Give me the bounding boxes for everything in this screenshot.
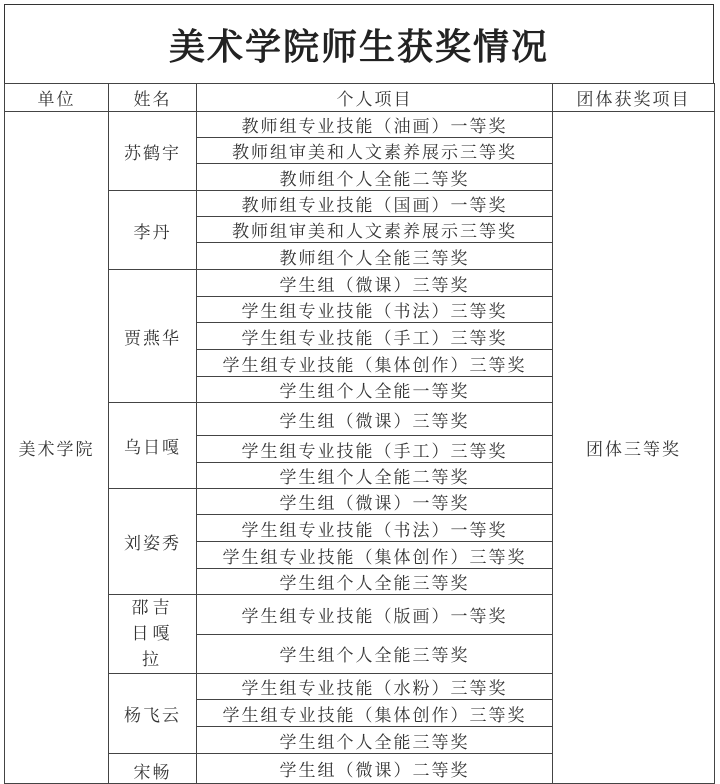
- award-cell: 学生组专业技能（集体创作）三等奖: [197, 700, 553, 727]
- award-cell: 学生组个人全能三等奖: [197, 634, 553, 674]
- award-cell: 学生组专业技能（水粉）三等奖: [197, 674, 553, 700]
- page-title: 美术学院师生获奖情况: [4, 4, 714, 84]
- award-cell: 学生组个人全能一等奖: [197, 377, 553, 403]
- award-cell: 教师组审美和人文素养展示三等奖: [197, 217, 553, 243]
- award-cell: 学生组专业技能（手工）三等奖: [197, 323, 553, 350]
- award-cell: 学生组个人全能二等奖: [197, 463, 553, 489]
- person-name: 李丹: [109, 191, 197, 270]
- award-cell: 学生组个人全能三等奖: [197, 569, 553, 595]
- table-row: [5, 112, 715, 138]
- award-cell: 教师组专业技能（油画）一等奖: [197, 112, 553, 138]
- award-cell: 学生组专业技能（集体创作）三等奖: [197, 350, 553, 377]
- header-team: 团体获奖项目: [553, 84, 715, 112]
- header-project: 个人项目: [197, 84, 553, 112]
- person-name: 刘姿秀: [109, 489, 197, 595]
- team-award-cell: 团体三等奖: [553, 112, 715, 784]
- award-cell: 教师组专业技能（国画）一等奖: [197, 191, 553, 217]
- award-cell: 教师组审美和人文素养展示三等奖: [197, 138, 553, 164]
- award-cell: 学生组专业技能（版画）一等奖: [197, 595, 553, 635]
- person-name: 乌日嘎: [109, 403, 197, 489]
- award-cell: 教师组个人全能二等奖: [197, 164, 553, 191]
- award-cell: 学生组专业技能（书法）三等奖: [197, 297, 553, 323]
- award-cell: 学生组（微课）二等奖: [197, 754, 553, 784]
- header-row: [5, 84, 715, 112]
- award-cell: 学生组个人全能三等奖: [197, 727, 553, 754]
- award-cell: 学生组（微课）三等奖: [197, 270, 553, 297]
- person-name: 邵吉日嘎拉: [109, 595, 197, 674]
- award-cell: 学生组（微课）三等奖: [197, 403, 553, 436]
- award-cell: 学生组专业技能（书法）一等奖: [197, 515, 553, 542]
- table-body: [5, 112, 715, 784]
- award-cell: 学生组（微课）一等奖: [197, 489, 553, 515]
- award-cell: 教师组个人全能三等奖: [197, 243, 553, 270]
- header-name: 姓名: [109, 84, 197, 112]
- award-cell: 学生组专业技能（集体创作）三等奖: [197, 542, 553, 569]
- person-name: 宋畅: [109, 754, 197, 784]
- header-unit: 单位: [5, 84, 109, 112]
- person-name: 杨飞云: [109, 674, 197, 754]
- award-cell: 学生组专业技能（手工）三等奖: [197, 436, 553, 463]
- awards-table: [4, 83, 715, 784]
- unit-cell: 美术学院: [5, 112, 109, 784]
- person-name: 贾燕华: [109, 270, 197, 403]
- person-name: 苏鹤宇: [109, 112, 197, 191]
